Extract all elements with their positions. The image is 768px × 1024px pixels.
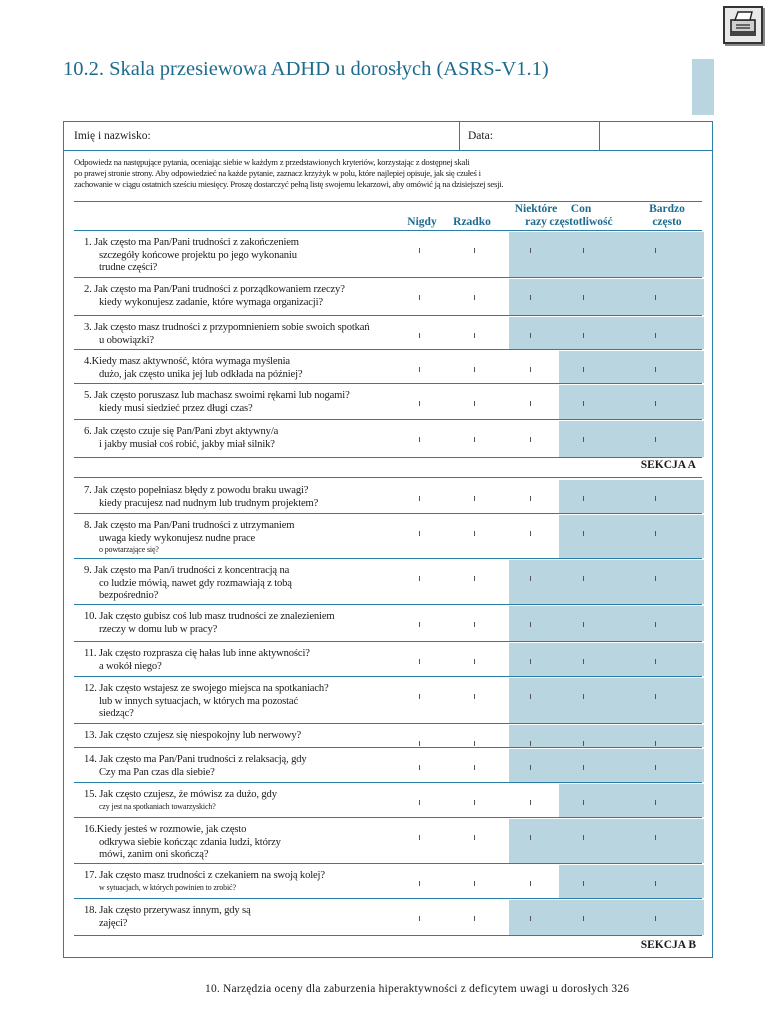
answer-checkbox[interactable] <box>530 496 531 501</box>
answer-checkbox[interactable] <box>655 576 656 581</box>
answer-checkbox[interactable] <box>583 295 584 300</box>
answer-shading <box>559 515 704 558</box>
answer-checkbox[interactable] <box>583 694 584 699</box>
question-line: 4.Kiedy masz aktywność, która wymaga myślenia <box>84 356 290 367</box>
question-text <box>84 730 404 743</box>
answer-shading <box>509 749 704 782</box>
answer-checkbox[interactable] <box>655 401 656 406</box>
page-title: 10.2. Skala przesiewowa ADHD u dorosłych (ASRS-V1.1) <box>63 58 549 80</box>
row-divider <box>74 201 702 202</box>
answer-checkbox[interactable] <box>530 531 531 536</box>
answer-checkbox[interactable] <box>474 248 475 253</box>
instructions-line: zachowanie w ciągu ostatnich sześciu miesięcy. Proszę dostarczyć pełną listę swojemu lekarzowi, aby omówić ją na dzisiejszej sesji. <box>74 179 504 189</box>
column-header-line: często <box>652 216 682 228</box>
answer-checkbox[interactable] <box>583 916 584 921</box>
column-header-line: Rzadko <box>453 216 491 228</box>
answer-shading <box>509 317 704 349</box>
answer-shading <box>559 865 704 898</box>
answer-checkbox[interactable] <box>419 765 420 770</box>
answer-checkbox[interactable] <box>419 694 420 699</box>
question-line: 18. Jak często przerywasz innym, gdy są <box>84 905 251 916</box>
printer-icon-glyph <box>725 8 761 42</box>
answer-checkbox[interactable] <box>474 531 475 536</box>
answer-shading <box>559 480 704 513</box>
row-divider <box>74 676 702 677</box>
column-header <box>541 203 621 229</box>
answer-checkbox[interactable] <box>655 741 656 746</box>
instructions <box>74 157 619 190</box>
answer-checkbox[interactable] <box>419 576 420 581</box>
answer-checkbox[interactable] <box>530 367 531 372</box>
row-divider <box>74 558 702 559</box>
row-divider <box>74 277 702 278</box>
answer-checkbox[interactable] <box>530 576 531 581</box>
answer-checkbox[interactable] <box>655 835 656 840</box>
row-divider <box>74 419 702 420</box>
column-header-line: Nigdy <box>407 216 437 228</box>
answer-checkbox[interactable] <box>655 437 656 442</box>
row-divider <box>74 604 702 605</box>
question-line: uwaga kiedy wykonujesz nudne prace <box>99 532 256 544</box>
question-line: co ludzie mówią, nawet gdy rozmawiają z tobą <box>99 577 292 589</box>
question-text <box>84 565 404 603</box>
question-subline: w sytuacjach, w których powinien to zrobić? <box>99 882 236 892</box>
question-text <box>84 356 404 381</box>
question-line: 12. Jak często wstajesz ze swojego miejsca na spotkaniach? <box>84 683 329 694</box>
column-header-line: Bardzo <box>649 203 685 215</box>
answer-checkbox[interactable] <box>655 622 656 627</box>
question-line: 13. Jak często czujesz się niespokojny lub nerwowy? <box>84 730 302 741</box>
answer-checkbox[interactable] <box>583 401 584 406</box>
row-divider <box>74 230 702 231</box>
question-line: mówi, zanim oni skończą? <box>99 849 209 860</box>
answer-shading <box>509 900 704 935</box>
answer-checkbox[interactable] <box>530 659 531 664</box>
answer-checkbox[interactable] <box>419 881 420 886</box>
question-line: bezpośrednio? <box>99 590 159 601</box>
question-line: 15. Jak często czujesz, że mówisz za dużo, gdy <box>84 789 277 800</box>
row-divider <box>74 935 702 936</box>
answer-checkbox[interactable] <box>583 576 584 581</box>
answer-checkbox[interactable] <box>474 741 475 746</box>
date-label: Data: <box>468 130 493 142</box>
column-header-line: Con <box>570 203 592 215</box>
question-line: odkrywa siebie kończąc zdania ludzi, którzy <box>99 836 281 848</box>
answer-checkbox[interactable] <box>419 916 420 921</box>
column-header-line: częstotliwość <box>549 216 613 228</box>
question-line: 8. Jak często ma Pan/Pani trudności z utrzymaniem <box>84 520 295 531</box>
asrs-form <box>63 121 713 958</box>
answer-checkbox[interactable] <box>474 367 475 372</box>
question-text <box>84 754 404 779</box>
answer-shading <box>509 643 704 676</box>
answer-shading <box>509 560 704 604</box>
answer-checkbox[interactable] <box>583 741 584 746</box>
answer-checkbox[interactable] <box>655 881 656 886</box>
answer-checkbox[interactable] <box>583 531 584 536</box>
question-text <box>84 870 404 893</box>
answer-checkbox[interactable] <box>530 916 531 921</box>
question-line: 10. Jak często gubisz coś lub masz trudności ze znalezieniem <box>84 611 335 622</box>
question-line: u obowiązki? <box>99 334 154 346</box>
answer-checkbox[interactable] <box>583 659 584 664</box>
answer-checkbox[interactable] <box>655 295 656 300</box>
answer-checkbox[interactable] <box>530 800 531 805</box>
question-line: 1. Jak często ma Pan/Pani trudności z zakończeniem <box>84 237 299 248</box>
answer-shading <box>509 819 704 863</box>
answer-checkbox[interactable] <box>530 741 531 746</box>
section-b-label: SEKCJA B <box>640 939 696 951</box>
answer-shading <box>559 385 704 419</box>
answer-checkbox[interactable] <box>530 401 531 406</box>
answer-checkbox[interactable] <box>530 333 531 338</box>
section-a-label: SEKCJA A <box>640 459 696 471</box>
answer-checkbox[interactable] <box>583 800 584 805</box>
answer-checkbox[interactable] <box>474 916 475 921</box>
answer-checkbox[interactable] <box>530 295 531 300</box>
column-header-line: Niektóre <box>514 203 558 215</box>
question-text <box>84 611 404 636</box>
question-text <box>84 789 404 812</box>
answer-checkbox[interactable] <box>419 531 420 536</box>
answer-checkbox[interactable] <box>583 765 584 770</box>
question-text <box>84 520 404 555</box>
answer-checkbox[interactable] <box>474 333 475 338</box>
answer-checkbox[interactable] <box>530 835 531 840</box>
question-line: 17. Jak często masz trudności z czekaniem na swoją kolej? <box>84 870 325 881</box>
answer-shading <box>509 725 704 747</box>
row-divider <box>74 782 702 783</box>
page-footer: 10. Narzędzia oceny dla zaburzenia hiperaktywności z deficytem uwagi u dorosłych 326 <box>205 983 630 995</box>
question-line: kiedy pracujesz nad nudnym lub trudnym projektem? <box>99 497 319 509</box>
question-text <box>84 824 404 862</box>
answer-checkbox[interactable] <box>655 694 656 699</box>
answer-shading <box>509 232 704 277</box>
answer-checkbox[interactable] <box>474 694 475 699</box>
question-subline: o powtarzające się? <box>99 545 159 554</box>
question-text <box>84 322 404 347</box>
question-line: kiedy wykonujesz zadanie, które wymaga organizacji? <box>99 296 323 308</box>
question-text <box>84 390 404 415</box>
answer-shading <box>559 421 704 457</box>
question-text <box>84 485 404 510</box>
question-line: 6. Jak często czuje się Pan/Pani zbyt aktywny/a <box>84 426 279 437</box>
answer-checkbox[interactable] <box>419 333 420 338</box>
answer-checkbox[interactable] <box>419 835 420 840</box>
row-divider <box>74 315 702 316</box>
question-text <box>84 905 404 930</box>
answer-checkbox[interactable] <box>474 881 475 886</box>
row-divider <box>74 513 702 514</box>
question-line: 5. Jak często poruszasz lub machasz swoimi rękami lub nogami? <box>84 390 350 401</box>
side-tab-marker <box>692 59 714 115</box>
answer-checkbox[interactable] <box>530 437 531 442</box>
answer-checkbox[interactable] <box>419 800 420 805</box>
answer-checkbox[interactable] <box>530 694 531 699</box>
answer-checkbox[interactable] <box>530 765 531 770</box>
answer-checkbox[interactable] <box>655 916 656 921</box>
answer-shading <box>559 351 704 383</box>
question-line: 11. Jak często rozprasza cię hałas lub inne aktywności? <box>84 648 310 659</box>
header-divider <box>599 122 600 150</box>
question-line: siedząc? <box>99 708 134 719</box>
answer-checkbox[interactable] <box>583 333 584 338</box>
column-header <box>627 203 707 229</box>
question-line: 9. Jak często ma Pan/i trudności z koncentracją na <box>84 565 290 576</box>
answer-shading <box>559 784 704 817</box>
answer-checkbox[interactable] <box>419 401 420 406</box>
answer-checkbox[interactable] <box>655 248 656 253</box>
answer-checkbox[interactable] <box>474 622 475 627</box>
question-line: 14. Jak często ma Pan/Pani trudności z relaksacją, gdy <box>84 754 307 765</box>
answer-checkbox[interactable] <box>474 295 475 300</box>
answer-checkbox[interactable] <box>474 401 475 406</box>
answer-checkbox[interactable] <box>655 367 656 372</box>
row-divider <box>74 898 702 899</box>
answer-checkbox[interactable] <box>655 659 656 664</box>
answer-checkbox[interactable] <box>583 496 584 501</box>
instructions-line: po prawej stronie strony. Aby odpowiedzieć na każde pytanie, zaznacz krzyżyk w polu, które najlepiej opisuje, jak się czułeś i <box>74 168 481 178</box>
answer-checkbox[interactable] <box>419 659 420 664</box>
answer-checkbox[interactable] <box>419 437 420 442</box>
answer-checkbox[interactable] <box>655 333 656 338</box>
answer-checkbox[interactable] <box>655 496 656 501</box>
row-divider <box>74 349 702 350</box>
question-line: dużo, jak często unika jej lub odkłada na później? <box>99 368 303 380</box>
question-line: 16.Kiedy jesteś w rozmowie, jak często <box>84 824 247 835</box>
question-line: rzeczy w domu lub w pracy? <box>99 623 218 635</box>
answer-checkbox[interactable] <box>419 295 420 300</box>
answer-checkbox[interactable] <box>474 659 475 664</box>
question-line: 2. Jak często ma Pan/Pani trudności z porządkowaniem rzeczy? <box>84 284 345 295</box>
instructions-line: Odpowiedz na następujące pytania, oceniając siebie w każdym z przedstawionych kryteriów, korzystając z dostępnej skali <box>74 157 470 167</box>
answer-checkbox[interactable] <box>583 437 584 442</box>
question-text <box>84 426 404 451</box>
header-row <box>64 122 712 151</box>
question-text <box>84 648 404 673</box>
answer-checkbox[interactable] <box>419 367 420 372</box>
answer-checkbox[interactable] <box>474 800 475 805</box>
answer-checkbox[interactable] <box>474 437 475 442</box>
row-divider <box>74 747 702 748</box>
answer-checkbox[interactable] <box>474 576 475 581</box>
row-divider <box>74 641 702 642</box>
question-text <box>84 284 404 309</box>
answer-checkbox[interactable] <box>419 496 420 501</box>
answer-checkbox[interactable] <box>474 765 475 770</box>
answer-shading <box>509 678 704 723</box>
answer-checkbox[interactable] <box>583 622 584 627</box>
question-line: 3. Jak często masz trudności z przypomnieniem sobie swoich spotkań <box>84 322 370 333</box>
question-text <box>84 683 404 721</box>
answer-checkbox[interactable] <box>474 835 475 840</box>
answer-checkbox[interactable] <box>583 835 584 840</box>
answer-checkbox[interactable] <box>419 741 420 746</box>
answer-checkbox[interactable] <box>583 367 584 372</box>
answer-checkbox[interactable] <box>655 531 656 536</box>
answer-checkbox[interactable] <box>530 622 531 627</box>
answer-checkbox[interactable] <box>583 248 584 253</box>
question-line: lub w innych sytuacjach, w których ma pozostać <box>99 695 299 707</box>
question-line: a wokół niego? <box>99 660 162 672</box>
question-line: szczegóły końcowe projektu po jego wykonaniu <box>99 249 297 261</box>
question-line: trudne części? <box>99 262 158 273</box>
answer-checkbox[interactable] <box>474 496 475 501</box>
answer-checkbox[interactable] <box>655 765 656 770</box>
printer-icon[interactable] <box>723 6 763 44</box>
question-line: i jakby musiał coś robić, jakby miał silnik? <box>99 438 275 450</box>
question-line: zajęci? <box>99 917 128 929</box>
column-header-line: razy <box>525 216 547 228</box>
row-divider <box>74 383 702 384</box>
row-divider <box>74 863 702 864</box>
answer-checkbox[interactable] <box>419 622 420 627</box>
question-line: kiedy musi siedzieć przez długi czas? <box>99 402 253 414</box>
question-subline: czy jest na spotkaniach towarzyskich? <box>99 801 216 811</box>
row-divider <box>74 457 702 458</box>
answer-shading <box>509 279 704 315</box>
question-line: 7. Jak często popełniasz błędy z powodu braku uwagi? <box>84 485 309 496</box>
name-label: Imię i nazwisko: <box>74 130 151 142</box>
answer-checkbox[interactable] <box>583 881 584 886</box>
answer-shading <box>509 606 704 641</box>
row-divider <box>74 817 702 818</box>
answer-checkbox[interactable] <box>530 248 531 253</box>
question-text <box>84 237 404 275</box>
question-line: Czy ma Pan czas dla siebie? <box>99 766 215 778</box>
answer-checkbox[interactable] <box>419 248 420 253</box>
answer-checkbox[interactable] <box>530 881 531 886</box>
section-divider <box>74 477 702 478</box>
answer-checkbox[interactable] <box>655 800 656 805</box>
header-divider <box>459 122 460 150</box>
row-divider <box>74 723 702 724</box>
